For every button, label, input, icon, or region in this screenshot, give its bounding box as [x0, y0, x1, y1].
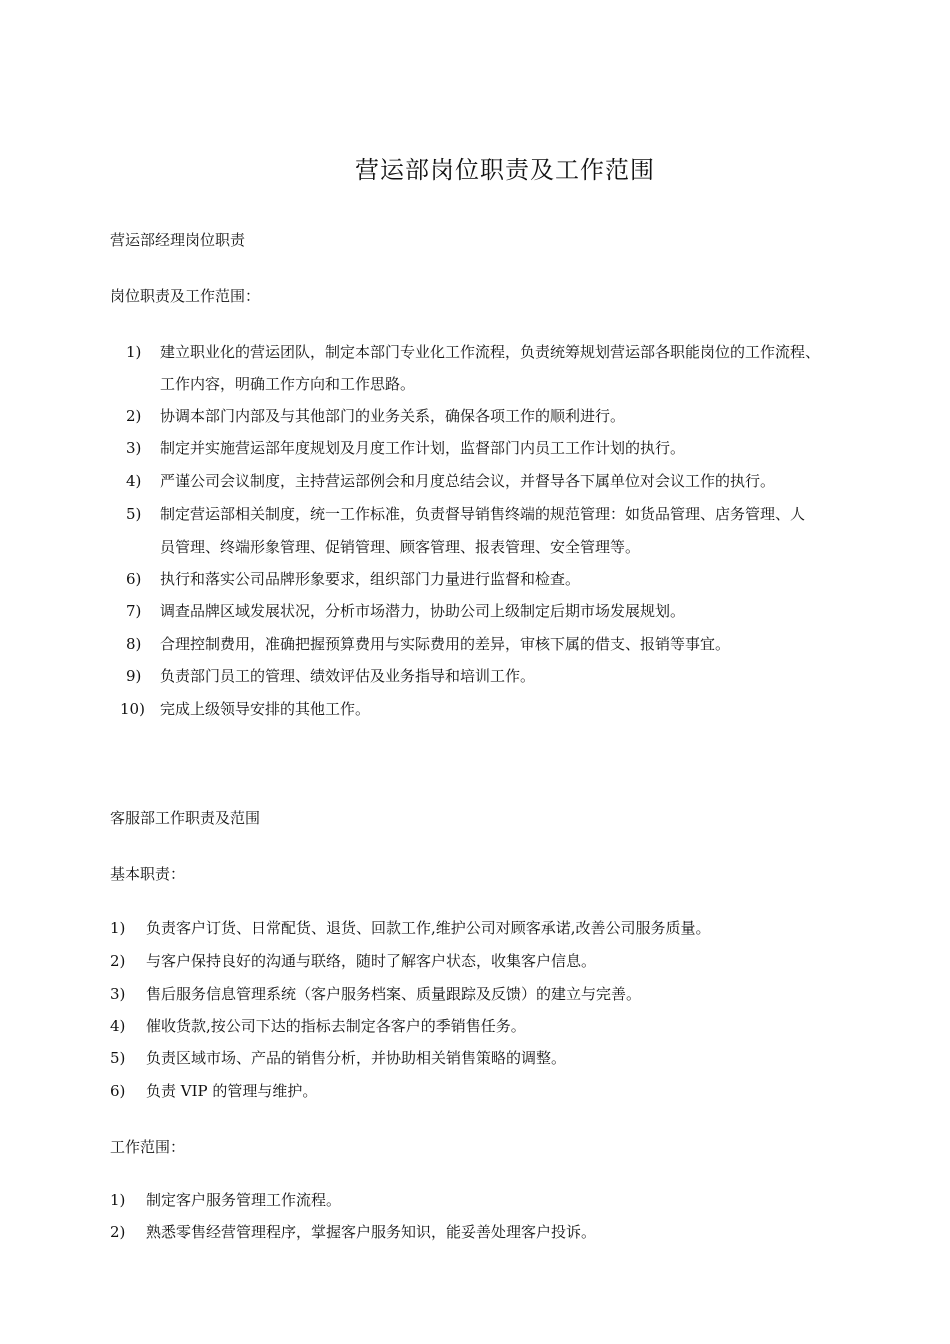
list-item-text: 完成上级领导安排的其他工作。	[160, 700, 371, 718]
list-item-text: 协调本部门内部及与其他部门的业务关系，确保各项工作的顺利进行。	[160, 407, 626, 425]
list-item-number: 4)	[110, 1017, 126, 1035]
section-heading-manager: 营运部经理岗位职责	[110, 231, 246, 249]
list-item-number: 2)	[126, 407, 142, 425]
list-item-text: 合理控制费用，准确把握预算费用与实际费用的差异，审核下属的借支、报销等事宜。	[160, 635, 731, 653]
list-item-number: 3)	[126, 439, 142, 457]
list-item-text: 熟悉零售经营管理程序，掌握客户服务知识，能妥善处理客户投诉。	[146, 1223, 597, 1241]
list-item-number: 9)	[126, 667, 142, 685]
list-item-number: 6)	[126, 570, 142, 588]
subheading-basic-duties: 基本职责：	[110, 865, 186, 883]
list-item-number: 1)	[110, 1191, 126, 1209]
list-item-number: 6)	[110, 1082, 126, 1100]
list-item-number: 1)	[126, 343, 142, 361]
section-heading-customer-service: 客服部工作职责及范围	[110, 809, 261, 827]
list-item-text: 制定营运部相关制度，统一工作标准，负责督导销售终端的规范管理：如货品管理、店务管理、人	[160, 505, 806, 523]
list-item-text: 严谨公司会议制度，主持营运部例会和月度总结会议，并督导各下属单位对会议工作的执行。	[160, 472, 776, 490]
list-item-number: 8)	[126, 635, 142, 653]
list-item-text: 负责客户订货、日常配货、退货、回款工作,维护公司对顾客承诺,改善公司服务质量。	[146, 919, 711, 937]
list-item-text: 建立职业化的营运团队，制定本部门专业化工作流程，负责统筹规划营运部各职能岗位的工作流程、	[160, 343, 821, 361]
list-item-text: 制定客户服务管理工作流程。	[146, 1191, 342, 1209]
list-item-text: 催收货款,按公司下达的指标去制定各客户的季销售任务。	[146, 1017, 526, 1035]
list-item-text: 负责部门员工的管理、绩效评估及业务指导和培训工作。	[160, 667, 536, 685]
list-item-text: 负责 VIP 的管理与维护。	[146, 1082, 318, 1100]
list-item-text: 与客户保持良好的沟通与联络，随时了解客户状态，收集客户信息。	[146, 952, 597, 970]
list-item-text: 执行和落实公司品牌形象要求，组织部门力量进行监督和检查。	[160, 570, 581, 588]
list-item-text: 制定并实施营运部年度规划及月度工作计划，监督部门内员工工作计划的执行。	[160, 439, 686, 457]
list-item-number: 7)	[126, 602, 142, 620]
subheading-duties-scope: 岗位职责及工作范围：	[110, 287, 261, 305]
list-item-text: 负责区域市场、产品的销售分析，并协助相关销售策略的调整。	[146, 1049, 567, 1067]
list-item-number: 1)	[110, 919, 126, 937]
list-item-number: 2)	[110, 1223, 126, 1241]
list-item-text: 售后服务信息管理系统（客户服务档案、质量跟踪及反馈）的建立与完善。	[146, 985, 642, 1003]
page-title: 营运部岗位职责及工作范围	[355, 156, 655, 184]
list-item-number: 2)	[110, 952, 126, 970]
list-item-number: 3)	[110, 985, 126, 1003]
list-item-text: 员管理、终端形象管理、促销管理、顾客管理、报表管理、安全管理等。	[160, 538, 641, 556]
subheading-work-scope: 工作范围：	[110, 1138, 186, 1156]
list-item-text: 工作内容，明确工作方向和工作思路。	[160, 375, 416, 393]
list-item-number: 5)	[110, 1049, 126, 1067]
list-item-number: 4)	[126, 472, 142, 490]
list-item-number: 10)	[120, 700, 145, 718]
list-item-number: 5)	[126, 505, 142, 523]
list-item-text: 调查品牌区域发展状况，分析市场潜力，协助公司上级制定后期市场发展规划。	[160, 602, 686, 620]
